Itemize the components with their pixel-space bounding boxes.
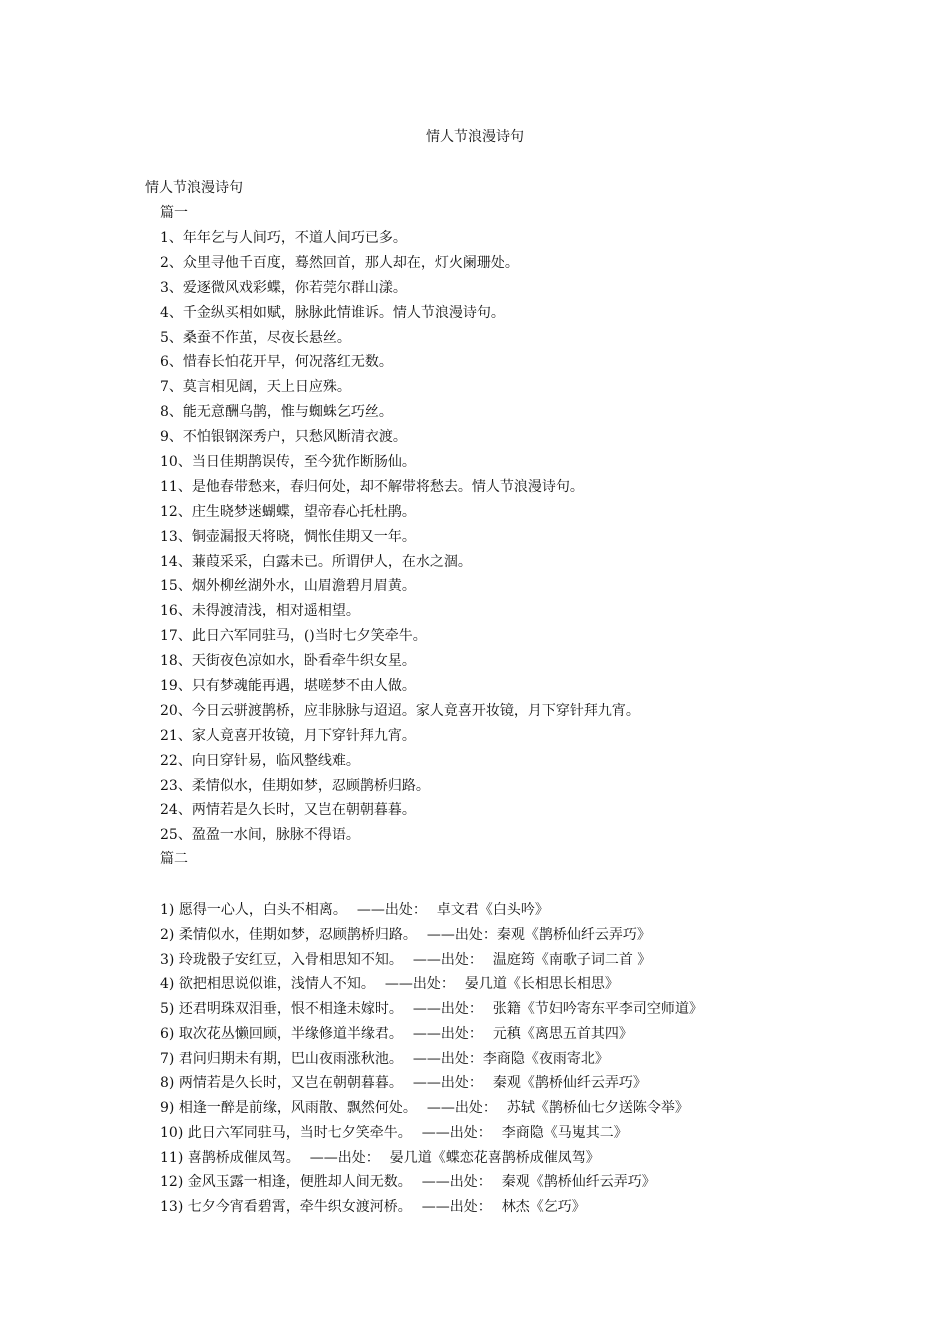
quote-text: 此日六军同驻马，当时七夕笑牵牛。: [187, 1124, 412, 1141]
quote-source: 秦观《鹊桥仙纤云弄巧》: [496, 926, 651, 943]
list-item: 9、不怕银钢深秀户，只愁风断清衣渡。: [160, 429, 407, 446]
list-item: 21、家人竟喜开妆镜，月下穿针拜九宵。: [160, 727, 416, 744]
quote-text: 喜鹊桥成催凤驾。: [187, 1149, 300, 1166]
section-label-2: 篇二: [160, 851, 188, 867]
quote-item: [160, 1195, 703, 1220]
quote-item: [160, 1022, 703, 1047]
list-item: 14、蒹葭采采，白露未已。所谓伊人，在水之涸。: [160, 553, 472, 570]
list-item: 11、是他春带愁来，春归何处，却不解带将愁去。情人节浪漫诗句。: [160, 478, 584, 495]
item-number: 4): [160, 976, 175, 993]
item-number: 8): [160, 1075, 175, 1092]
list-item: 16、未得渡清浅，相对遥相望。: [160, 603, 360, 620]
document-heading: 情人节浪漫诗句: [145, 180, 243, 196]
quote-item: [160, 997, 703, 1022]
list-item: 19、只有梦魂能再遇，堪嗟梦不由人做。: [160, 678, 416, 695]
source-separator: ——出处：: [421, 1174, 492, 1191]
list-item: 15、烟外柳丝湖外水，山眉澹碧月眉黄。: [160, 578, 416, 595]
quote-text: 还君明珠双泪垂，恨不相逢未嫁时。: [178, 1001, 403, 1017]
item-number: 5): [160, 1001, 175, 1017]
quote-item: [160, 1121, 703, 1146]
source-separator: ——出处：: [309, 1149, 380, 1166]
list-item: 4、千金纵买相如赋，脉脉此情谁诉。情人节浪漫诗句。: [160, 304, 505, 321]
list-item: 18、天街夜色凉如水，卧看牵牛织女星。: [160, 653, 416, 670]
source-separator: ——出处：: [384, 976, 455, 993]
list-item: 12、庄生晓梦迷蝴蝶，望帝春心托杜鹃。: [160, 503, 416, 520]
list-item: 5、桑蚕不作茧，尽夜长悬丝。: [160, 329, 351, 346]
item-number: 13): [160, 1199, 184, 1215]
quote-item: [160, 1146, 703, 1171]
item-number: 12): [160, 1174, 184, 1191]
quote-source: 张籍《节妇吟寄东平李司空师道》: [492, 1001, 703, 1017]
source-separator: ——出处：: [421, 1199, 492, 1215]
item-number: 10): [160, 1124, 184, 1141]
quote-source: 秦观《鹊桥仙纤云弄巧》: [492, 1075, 647, 1092]
quote-item: [160, 1096, 703, 1121]
source-separator: ——出处：: [426, 1100, 497, 1116]
list-item: 13、铜壶漏报天将晓，惆怅佳期又一年。: [160, 528, 416, 545]
list-item: 25、盈盈一水间，脉脉不得语。: [160, 827, 360, 844]
list-item: 6、惜春长怕花开早，何况落红无数。: [160, 354, 393, 371]
quote-item: [160, 948, 703, 973]
quote-text: 金风玉露一相逢，便胜却人间无数。: [187, 1174, 412, 1191]
quote-item: [160, 1071, 703, 1096]
source-separator: ——出处：: [426, 926, 497, 943]
quote-text: 相逢一醉是前缘，风雨散、飘然何处。: [178, 1100, 417, 1116]
quote-source: 李商隐《夜雨寄北》: [482, 1050, 609, 1067]
quote-source: 秦观《鹊桥仙纤云弄巧》: [501, 1174, 656, 1191]
item-number: 3): [160, 951, 175, 968]
quote-text: 七夕今宵看碧霄，牵牛织女渡河桥。: [187, 1199, 412, 1215]
quote-source: 苏轼《鹊桥仙七夕送陈令举》: [506, 1100, 689, 1116]
list-item: 1、年年乞与人间巧，不道人间巧已多。: [160, 230, 407, 246]
list-item: 3、爱逐微风戏彩蝶，你若莞尔群山漾。: [160, 279, 407, 296]
quote-source: 元稹《离思五首其四》: [492, 1025, 633, 1042]
list-item: 8、能无意酬乌鹊，惟与蜘蛛乞巧丝。: [160, 404, 393, 421]
list-item: 17、此日六军同驻马，()当时七夕笑牵牛。: [160, 628, 427, 645]
item-number: 1): [160, 902, 175, 918]
list-item: 7、莫言相见阔，天上日应殊。: [160, 379, 351, 396]
quote-item: [160, 898, 703, 923]
quote-text: 愿得一心人，白头不相离。: [178, 902, 347, 918]
source-separator: ——出处：: [412, 1050, 483, 1067]
quote-item: [160, 1170, 703, 1195]
item-number: 11): [160, 1149, 184, 1166]
quote-text: 两情若是久长时，又岂在朝朝暮暮。: [178, 1075, 403, 1092]
quote-source: 晏几道《长相思长相思》: [464, 976, 619, 993]
quote-source: 温庭筠《南歌子词二首 》: [492, 951, 652, 968]
list-item: 20、今日云骈渡鹊桥，应非脉脉与迢迢。家人竟喜开妆镜，月下穿针拜九宵。: [160, 702, 640, 719]
quote-source: 卓文君《白头吟》: [436, 902, 549, 918]
list-item: 10、当日佳期鹊误传，至今犹作断肠仙。: [160, 454, 416, 471]
source-separator: ——出处：: [421, 1124, 492, 1141]
list-item: 22、向日穿针易，临风整线难。: [160, 752, 360, 769]
section2-quote-list: [160, 898, 703, 1220]
item-number: 9): [160, 1100, 175, 1116]
item-number: 6): [160, 1025, 175, 1042]
quote-text: 取次花丛懒回顾，半缘修道半缘君。: [178, 1025, 403, 1042]
quote-text: 君问归期未有期，巴山夜雨涨秋池。: [178, 1050, 403, 1067]
quote-item: [160, 972, 703, 997]
quote-source: 林杰《乞巧》: [501, 1199, 586, 1215]
item-number: 2): [160, 926, 175, 943]
list-item: 2、众里寻他千百度，蓦然回首，那人却在，灯火阑珊处。: [160, 254, 519, 271]
source-separator: ——出处：: [412, 1075, 483, 1092]
source-separator: ——出处：: [412, 951, 483, 968]
quote-item: [160, 923, 703, 948]
quote-item: [160, 1047, 703, 1072]
quote-text: 玲珑骰子安红豆，入骨相思知不知。: [178, 951, 403, 968]
quote-text: 柔情似水，佳期如梦，忍顾鹊桥归路。: [178, 926, 417, 943]
section1-poem-list: [160, 226, 640, 848]
section-label-1: 篇一: [160, 205, 188, 221]
quote-source: 李商隐《马嵬其二》: [501, 1124, 628, 1141]
quote-text: 欲把相思说似谁，浅情人不知。: [178, 976, 375, 993]
quote-source: 晏几道《蝶恋花喜鹊桥成催凤驾》: [389, 1149, 600, 1166]
list-item: 24、两情若是久长时，又岂在朝朝暮暮。: [160, 802, 416, 819]
source-separator: ——出处：: [356, 902, 427, 918]
item-number: 7): [160, 1050, 175, 1067]
page-title: 情人节浪漫诗句: [426, 129, 524, 145]
list-item: 23、柔情似水，佳期如梦，忍顾鹊桥归路。: [160, 777, 430, 794]
source-separator: ——出处：: [412, 1025, 483, 1042]
source-separator: ——出处：: [412, 1001, 483, 1017]
